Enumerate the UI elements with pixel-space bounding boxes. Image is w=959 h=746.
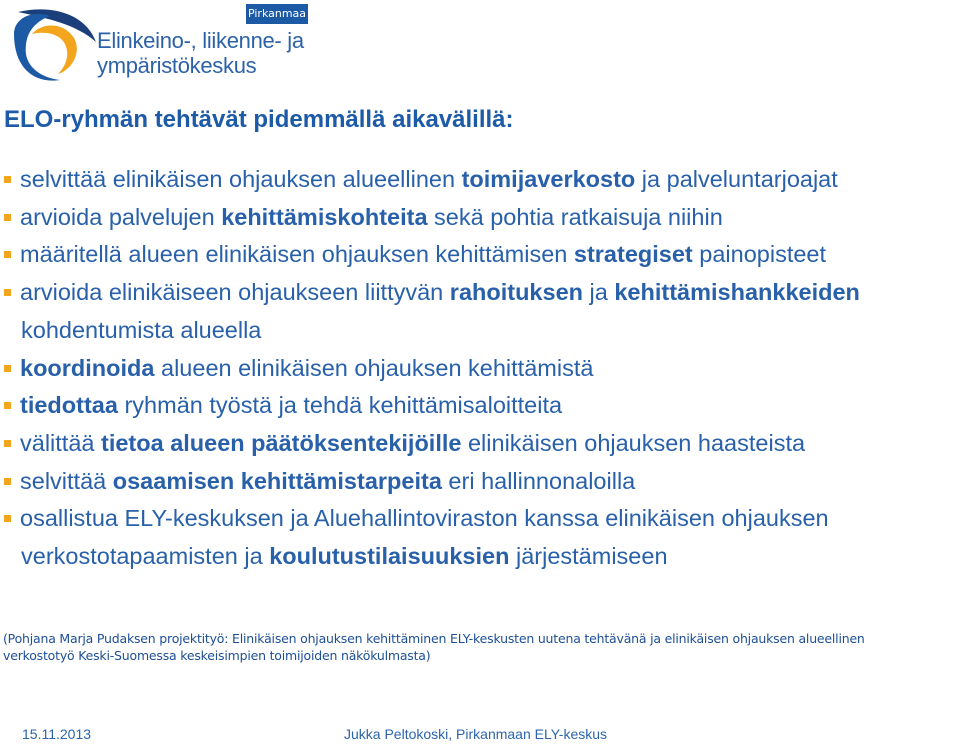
square-bullet-icon xyxy=(4,515,11,522)
square-bullet-icon xyxy=(4,176,11,183)
square-bullet-icon xyxy=(4,440,11,447)
list-item xyxy=(0,274,959,312)
task-list xyxy=(0,161,959,576)
item-text: selvittää elinikäisen ohjauksen alueellinen xyxy=(20,166,462,192)
org-name xyxy=(97,28,304,78)
list-item xyxy=(0,500,959,538)
list-item xyxy=(0,350,959,388)
item-text: ja xyxy=(583,279,615,306)
list-item xyxy=(0,425,959,463)
emphasis-text: koordinoida xyxy=(20,354,155,381)
emphasis-text: rahoituksen xyxy=(449,279,583,306)
list-item xyxy=(0,463,959,501)
emphasis-text: koulutustilaisuuksien xyxy=(269,543,510,570)
item-text: järjestämiseen xyxy=(509,543,668,570)
square-bullet-icon xyxy=(4,402,11,409)
item-text: määritellä alueen elinikäisen ohjauksen kehittämisen xyxy=(20,241,574,268)
emphasis-text: tietoa alueen päätöksentekijöille xyxy=(101,429,462,456)
ely-leaf-icon xyxy=(12,4,98,84)
source-note-line1: (Pohjana Marja Pudaksen projektityö: Elinikäisen ohjauksen kehittäminen ELY-keskusten uutena tehtävänä ja elinikäisen ohjauksen alueellinen xyxy=(3,631,865,646)
emphasis-text: kehittämiskohteita xyxy=(221,203,428,230)
list-item xyxy=(0,199,959,237)
list-item-continuation xyxy=(0,538,959,576)
region-badge: Pirkanmaa xyxy=(246,4,308,24)
item-text: ja palveluntarjoajat xyxy=(635,166,838,192)
list-item xyxy=(0,387,959,425)
emphasis-text: kehittämishankkeiden xyxy=(614,279,860,306)
list-item xyxy=(0,236,959,274)
source-note xyxy=(3,630,953,664)
item-text: arvioida palvelujen xyxy=(20,203,222,230)
item-text: alueen elinikäisen ohjauksen kehittämistä xyxy=(154,354,594,381)
item-text: painopisteet xyxy=(692,241,827,268)
square-bullet-icon xyxy=(4,365,11,372)
emphasis-text: osaamisen kehittämistarpeita xyxy=(112,467,442,494)
square-bullet-icon xyxy=(4,251,11,258)
item-text: arvioida elinikäiseen ohjaukseen liittyvän xyxy=(20,279,450,306)
item-text: sekä pohtia ratkaisuja niihin xyxy=(427,203,723,230)
emphasis-text: strategiset xyxy=(573,241,693,268)
item-text: osallistua ELY-keskuksen ja Aluehallintoviraston kanssa elinikäisen ohjauksen xyxy=(20,505,829,532)
list-item-continuation xyxy=(0,312,959,350)
square-bullet-icon xyxy=(4,289,11,296)
org-name-line2: ympäristökeskus xyxy=(97,53,257,78)
org-name-line1: Elinkeino-, liikenne- ja xyxy=(97,28,304,53)
item-text: ryhmän työstä ja tehdä kehittämisaloitteita xyxy=(117,392,563,419)
footer-author: Jukka Peltokoski, Pirkanmaan ELY-keskus xyxy=(344,726,608,742)
footer-date: 15.11.2013 xyxy=(22,726,92,742)
item-text: välittää xyxy=(20,429,101,456)
square-bullet-icon xyxy=(4,214,11,221)
item-text: kohdentumista alueella xyxy=(21,316,262,343)
list-item xyxy=(0,161,959,199)
square-bullet-icon xyxy=(4,478,11,485)
item-text: eri hallinnonaloilla xyxy=(441,467,636,494)
emphasis-text: tiedottaa xyxy=(20,392,118,419)
item-text: selvittää xyxy=(20,467,113,494)
slide-title: ELO-ryhmän tehtävät pidemmällä aikavälillä: xyxy=(4,106,514,133)
item-text: verkostotapaamisten ja xyxy=(21,543,270,570)
source-note-line2: verkostotyö Keski-Suomessa keskeisimpien toimijoiden näkökulmasta) xyxy=(3,648,431,663)
item-text: elinikäisen ohjauksen haasteista xyxy=(461,429,806,456)
emphasis-text: toimijaverkosto xyxy=(461,166,636,192)
